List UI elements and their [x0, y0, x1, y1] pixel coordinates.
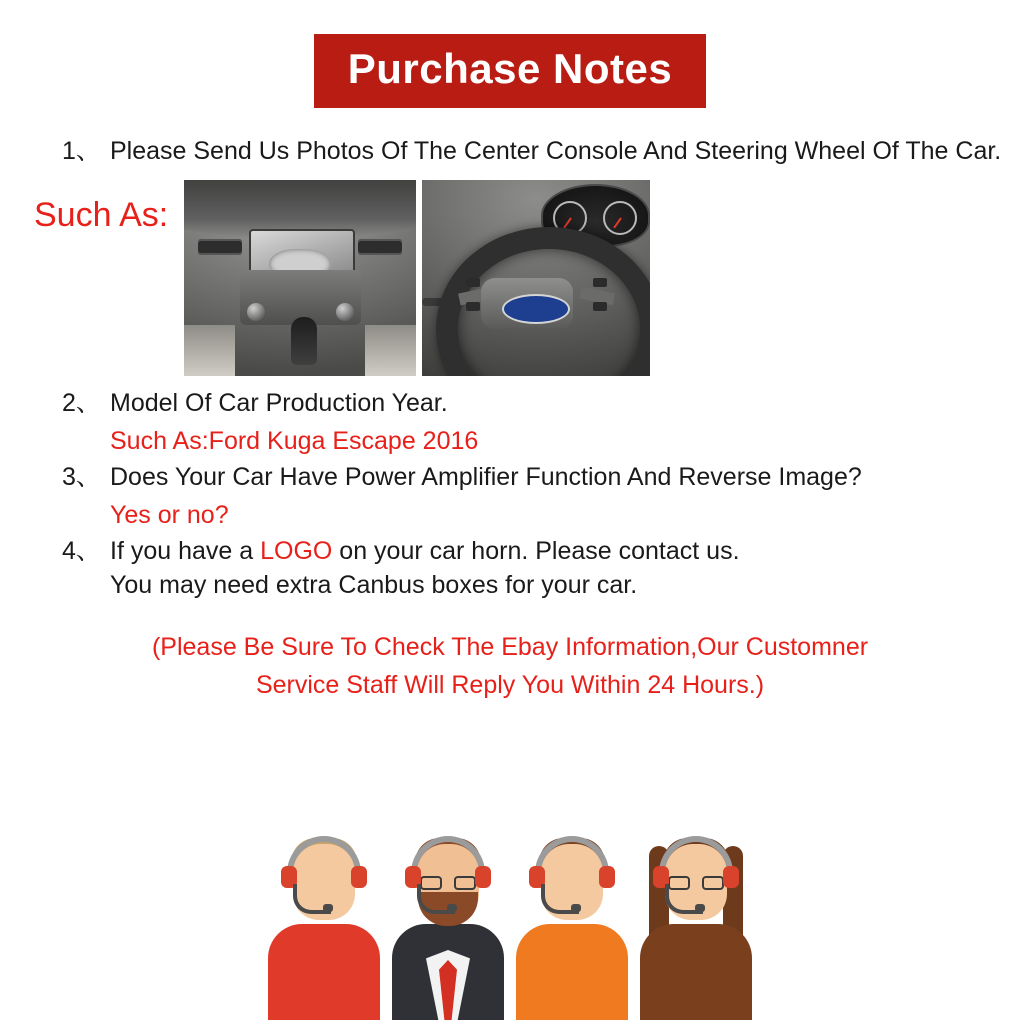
tachometer-dial	[603, 201, 637, 235]
console-vent-left	[198, 239, 242, 255]
operator-4-body	[640, 924, 752, 1020]
note-item-2	[62, 386, 1006, 420]
note-3-example: Yes or no?	[110, 501, 229, 529]
note-item-4	[62, 534, 1006, 602]
such-as-label: Such As:	[34, 196, 169, 234]
wheel-button-3	[593, 278, 607, 287]
note-4-text-line2: You may need extra Canbus boxes for your car.	[110, 571, 638, 599]
wheel-button-4	[593, 302, 607, 311]
note-item-1	[62, 134, 1006, 168]
such-as-row	[0, 180, 1020, 376]
operator-3-body	[516, 924, 628, 1020]
note-4-text-before: If you have a	[110, 537, 261, 565]
sample-photos	[184, 180, 650, 376]
operator-1	[265, 830, 383, 1020]
operator-3	[513, 830, 631, 1020]
support-operators-illustration	[0, 830, 1020, 1020]
wheel-button-2	[466, 302, 480, 311]
operator-3-earcup-right	[599, 866, 615, 888]
operator-1-headset-band	[287, 836, 361, 876]
notes-section-2	[0, 386, 1020, 602]
tachometer-needle	[613, 218, 622, 229]
operator-2-headset-band	[411, 836, 485, 876]
console-floor-left	[184, 325, 235, 376]
speedometer-needle	[564, 218, 573, 229]
operator-2-mic-tip	[447, 904, 457, 912]
note-number-1: 1、	[62, 137, 101, 165]
operator-2	[389, 830, 507, 1020]
steering-wheel-photo	[422, 180, 650, 376]
operator-4-headset-band	[659, 836, 733, 876]
operator-3-mic-tip	[571, 904, 581, 912]
operator-1-earcup-right	[351, 866, 367, 888]
notes-section-1	[0, 134, 1020, 168]
operator-1-mic-tip	[323, 904, 333, 912]
note-text-3: Does Your Car Have Power Amplifier Function And Reverse Image?	[110, 463, 862, 491]
note-text-1: Please Send Us Photos Of The Center Console And Steering Wheel Of The Car.	[110, 137, 1002, 165]
page-header	[0, 0, 1020, 108]
page-title: Purchase Notes	[314, 34, 706, 108]
console-vent-right	[358, 239, 402, 255]
operator-1-body	[268, 924, 380, 1020]
note-number-3: 3、	[62, 463, 101, 491]
operator-3-headset-band	[535, 836, 609, 876]
note-text-4	[110, 534, 1006, 602]
operator-4-mic-tip	[695, 904, 705, 912]
console-knob-right	[336, 303, 354, 321]
footer-note-line-1: (Please Be Sure To Check The Ebay Information,Our Customner	[151, 633, 869, 661]
footer-note	[0, 628, 1020, 704]
note-item-3	[62, 460, 1006, 494]
note-4-text-after: on your car horn. Please contact us.	[332, 537, 740, 565]
ford-logo-icon	[502, 294, 570, 324]
note-text-2: Model Of Car Production Year.	[110, 389, 448, 417]
center-console-photo	[184, 180, 416, 376]
operator-2-earcup-right	[475, 866, 491, 888]
footer-note-line-2: Service Staff Will Reply You Within 24 Hours.)	[255, 671, 765, 699]
note-number-2: 2、	[62, 389, 101, 417]
note-4-logo-highlight: LOGO	[260, 537, 333, 565]
operator-4-earcup-right	[723, 866, 739, 888]
console-floor-right	[365, 325, 416, 376]
gear-shifter	[291, 317, 317, 365]
note-number-4: 4、	[62, 537, 101, 565]
operator-4	[637, 830, 755, 1020]
note-2-example: Such As:Ford Kuga Escape 2016	[110, 427, 479, 455]
wheel-button-1	[466, 278, 480, 287]
